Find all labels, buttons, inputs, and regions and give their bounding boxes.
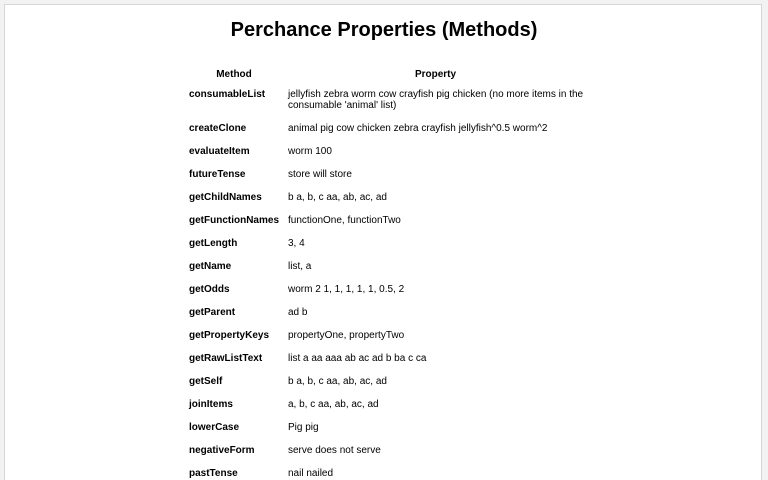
method-name-cell: getName xyxy=(189,261,232,272)
method-name-cell: consumableList xyxy=(189,89,266,100)
table-row xyxy=(185,347,588,370)
table-row xyxy=(185,117,588,140)
property-value-cell: jellyfish zebra worm cow crayfish pig chicken (no more items in the consumable 'animal' list) xyxy=(288,89,584,111)
method-name-cell: getChildNames xyxy=(189,192,262,203)
table-row xyxy=(185,301,588,324)
method-name-cell: pastTense xyxy=(189,468,238,479)
method-name-cell: joinItems xyxy=(189,399,233,410)
table-row xyxy=(185,186,588,209)
page-title: Perchance Properties (Methods) xyxy=(230,19,538,41)
method-name-cell: getParent xyxy=(189,307,236,318)
property-value-cell: list a aa aaa ab ac ad b ba c ca xyxy=(288,353,427,364)
table-row xyxy=(185,232,588,255)
method-name-cell: evaluateItem xyxy=(189,146,250,157)
property-value-cell: a, b, c aa, ab, ac, ad xyxy=(288,399,379,410)
property-value-cell: nail nailed xyxy=(288,468,334,479)
property-value-cell: ad b xyxy=(288,307,308,318)
table-row xyxy=(185,163,588,186)
method-name-cell: futureTense xyxy=(189,169,246,180)
table-row xyxy=(185,278,588,301)
property-value-cell: animal pig cow chicken zebra crayfish jellyfish^0.5 worm^2 xyxy=(288,123,548,134)
table-body xyxy=(185,83,588,480)
property-value-cell: b a, b, c aa, ab, ac, ad xyxy=(288,376,387,387)
property-value-cell: Pig pig xyxy=(288,422,319,433)
method-name-cell: getRawListText xyxy=(189,353,263,364)
table-row xyxy=(185,393,588,416)
table-row xyxy=(185,255,588,278)
property-value-cell: worm 2 1, 1, 1, 1, 1, 0.5, 2 xyxy=(288,284,405,295)
property-value-cell: functionOne, functionTwo xyxy=(288,215,401,226)
method-name-cell: getSelf xyxy=(189,376,223,387)
table-row xyxy=(185,83,588,117)
table-row xyxy=(185,209,588,232)
method-name-cell: createClone xyxy=(189,123,247,134)
method-name-cell: negativeForm xyxy=(189,445,255,456)
method-column-header: Method xyxy=(216,68,252,80)
method-name-cell: getLength xyxy=(189,238,238,249)
properties-table xyxy=(185,65,588,480)
property-value-cell: serve does not serve xyxy=(288,445,381,456)
property-column-header: Property xyxy=(414,68,457,80)
property-value-cell: propertyOne, propertyTwo xyxy=(288,330,405,341)
table-row xyxy=(185,140,588,163)
property-value-cell: 3, 4 xyxy=(288,238,305,249)
table-row xyxy=(185,416,588,439)
method-name-cell: lowerCase xyxy=(189,422,240,433)
table-header-row xyxy=(185,65,588,83)
property-value-cell: worm 100 xyxy=(288,146,332,157)
table-row xyxy=(185,324,588,347)
method-name-cell: getOdds xyxy=(189,284,230,295)
method-name-cell: getPropertyKeys xyxy=(189,330,270,341)
content-frame xyxy=(4,4,762,480)
property-value-cell: b a, b, c aa, ab, ac, ad xyxy=(288,192,387,203)
table-row xyxy=(185,462,588,480)
method-name-cell: getFunctionNames xyxy=(189,215,280,226)
property-value-cell: store will store xyxy=(288,169,352,180)
table-row xyxy=(185,439,588,462)
table-row xyxy=(185,370,588,393)
property-value-cell: list, a xyxy=(288,261,312,272)
